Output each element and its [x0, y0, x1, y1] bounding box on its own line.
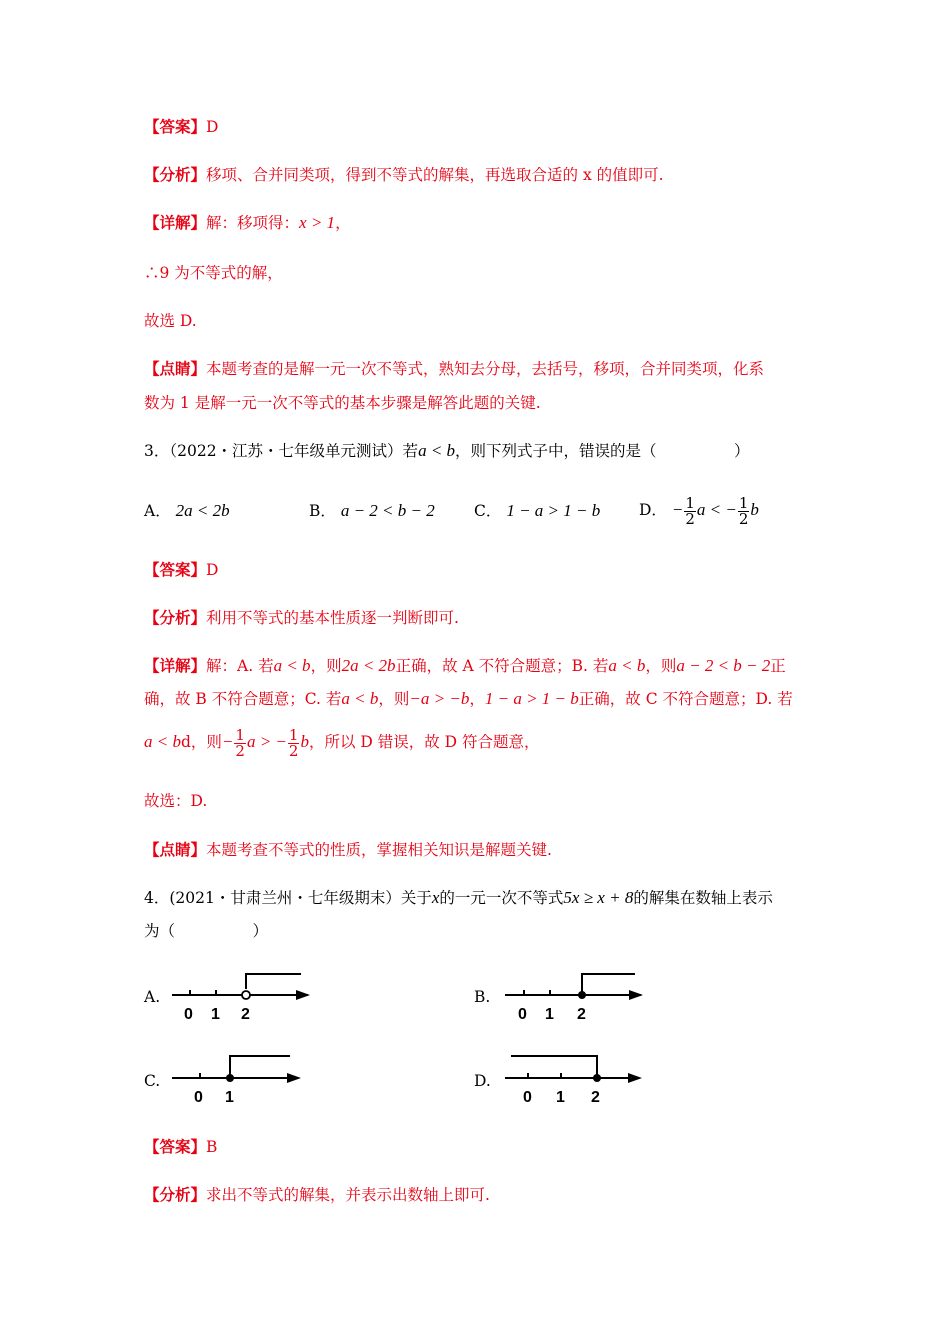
- analysis-text: 移项、合并同类项，得到不等式的解集，再选取合适的 x 的值即可.: [206, 166, 664, 184]
- tick-label: 0: [518, 1006, 527, 1023]
- answer-value: D: [206, 118, 219, 136]
- option-math: 2a < 2b: [175, 501, 230, 520]
- q4-stem-suffix: 的解集在数轴上表示: [633, 889, 773, 907]
- detail-text: ，则: [310, 657, 342, 675]
- detail-math: 2a < 2b: [341, 656, 396, 675]
- q2-comment-line-2: 数为 1 是解一元一次不等式的基本步骤是解答此题的关键.: [144, 394, 541, 412]
- closed-endpoint: [578, 991, 586, 999]
- q4-option-b-label: B.: [474, 988, 491, 1006]
- q3-detail-line-1: [144, 655, 786, 677]
- q3-analysis-line: [144, 607, 459, 629]
- q3-stem-prefix: 3．（2022・江苏・七年级单元测试）若: [144, 442, 419, 460]
- option-label: B．: [309, 502, 336, 520]
- analysis-text: 求出不等式的解集，并表示出数轴上即可.: [206, 1186, 490, 1204]
- axis-arrow-icon: [287, 1073, 301, 1083]
- detail-text: 正确，故 A 不符合题意；B. 若: [395, 657, 609, 675]
- fraction-denominator: 2: [235, 741, 245, 760]
- comment-tag: 【点睛】: [144, 359, 207, 378]
- detail-math: −a > −b: [409, 689, 470, 708]
- q4-answer-line: [144, 1136, 217, 1158]
- detail-math: x > 1: [299, 213, 336, 232]
- fraction-denominator: 2: [738, 509, 749, 528]
- tick-label: 2: [577, 1006, 586, 1023]
- option-math-end: b: [750, 500, 759, 519]
- fraction-numerator: 1: [235, 725, 245, 744]
- option-label: A．: [144, 502, 171, 520]
- detail-math: a < b: [608, 656, 646, 675]
- tick-label: 0: [184, 1006, 193, 1023]
- closed-endpoint: [593, 1074, 601, 1082]
- detail-text: 确，故 B 不符合题意；C. 若: [144, 690, 342, 708]
- detail-math: a − 2 < b − 2: [676, 656, 771, 675]
- q3-choose-line: 故选：D.: [144, 792, 208, 810]
- fraction: [288, 725, 300, 760]
- detail-math: 1 − a > 1 − b: [484, 689, 579, 708]
- option-label: C．: [474, 502, 502, 520]
- q4-stem-mid: 的一元一次不等式: [439, 889, 564, 907]
- solution-bracket: [511, 1056, 597, 1078]
- comment-text: 本题考查不等式的性质，掌握相关知识是解题关键.: [206, 841, 552, 859]
- axis-arrow-icon: [628, 1073, 642, 1083]
- q2-analysis-line: [144, 164, 664, 186]
- comment-tag: 【点睛】: [144, 840, 207, 859]
- fraction-numerator: 1: [288, 725, 299, 744]
- detail-math: −: [221, 732, 234, 751]
- q3-option-d: [639, 488, 759, 532]
- closed-endpoint: [226, 1074, 234, 1082]
- analysis-tag: 【分析】: [144, 608, 207, 627]
- fraction: [738, 493, 750, 528]
- q4-stem-var: x: [431, 888, 440, 907]
- detail-tag: 【详解】: [144, 656, 207, 675]
- q3-stem: [144, 440, 750, 462]
- answer-value: D: [206, 561, 219, 579]
- answer-tag: 【答案】: [144, 560, 207, 579]
- detail-text: d，则: [180, 733, 222, 751]
- open-endpoint: [242, 991, 250, 999]
- q3-option-c: [474, 500, 600, 522]
- tick-label: 1: [225, 1089, 234, 1106]
- option-math-mid: a < −: [696, 500, 737, 519]
- q4-option-c-number-line: [170, 1052, 320, 1108]
- detail-text: ，则: [378, 690, 410, 708]
- detail-math: b: [300, 732, 309, 751]
- solution-bracket: [582, 974, 635, 995]
- option-label: D．: [639, 501, 667, 519]
- axis-arrow-icon: [629, 990, 643, 1000]
- solution-bracket: [246, 974, 301, 989]
- q4-option-d-number-line: [503, 1052, 653, 1108]
- detail-text: 解：移项得：: [206, 214, 300, 232]
- analysis-tag: 【分析】: [144, 1185, 207, 1204]
- detail-math: a < b: [273, 656, 311, 675]
- q3-stem-math: a < b: [418, 441, 456, 460]
- q4-option-a-label: A.: [144, 988, 161, 1006]
- analysis-text: 利用不等式的基本性质逐一判断即可.: [206, 609, 459, 627]
- tick-label: 0: [523, 1089, 532, 1106]
- detail-text: ，则: [645, 657, 677, 675]
- detail-math: a < b: [144, 732, 181, 751]
- comment-text-1: 本题考查的是解一元一次不等式，熟知去分母，去括号，移项，合并同类项，化系: [206, 360, 765, 378]
- detail-text: 解：A. 若: [206, 657, 274, 675]
- q4-stem-prefix: 4．(2021・甘肃兰州・七年级期末）关于: [144, 889, 432, 907]
- fraction: [684, 493, 696, 528]
- fraction-numerator: 1: [685, 493, 695, 512]
- q4-option-c-label: C.: [144, 1072, 161, 1090]
- q2-comment-line-1: [144, 358, 764, 380]
- q3-stem-suffix: ，则下列式子中，错误的是（ ）: [455, 442, 750, 460]
- option-math: a − 2 < b − 2: [340, 501, 435, 520]
- detail-suffix: ，: [335, 214, 351, 232]
- detail-tag: 【详解】: [144, 213, 207, 232]
- q2-answer-line: [144, 116, 218, 138]
- q3-detail-line-3: [144, 720, 540, 764]
- option-math: 1 − a > 1 − b: [506, 501, 601, 520]
- q2-detail-line: [144, 212, 351, 234]
- answer-tag: 【答案】: [144, 1137, 207, 1156]
- option-math-pre: −: [671, 500, 684, 519]
- q4-option-a-number-line: [170, 968, 320, 1024]
- tick-label: 2: [591, 1089, 600, 1106]
- fraction: [234, 725, 246, 760]
- q3-detail-line-2: [144, 688, 793, 710]
- q4-stem-line-2: 为（ ）: [144, 922, 269, 940]
- q2-choose-line: 故选 D.: [144, 312, 197, 330]
- detail-text: 正确，故 C 不符合题意；D. 若: [578, 690, 793, 708]
- tick-label: 1: [211, 1006, 220, 1023]
- solution-bracket: [230, 1056, 290, 1078]
- fraction-denominator: 2: [685, 509, 695, 528]
- q3-answer-line: [144, 559, 218, 581]
- detail-text: 正: [770, 657, 786, 675]
- axis-arrow-icon: [296, 990, 310, 1000]
- q4-analysis-line: [144, 1184, 490, 1206]
- detail-text: ，所以 D 错误，故 D 符合题意，: [308, 733, 540, 751]
- q3-comment-line: [144, 839, 552, 861]
- analysis-tag: 【分析】: [144, 165, 207, 184]
- tick-label: 1: [556, 1089, 565, 1106]
- q3-option-a: [144, 500, 230, 522]
- answer-value: B: [206, 1138, 218, 1156]
- detail-math: a < b: [341, 689, 379, 708]
- q3-option-b: [309, 500, 435, 522]
- fraction-denominator: 2: [288, 741, 299, 760]
- tick-label: 1: [545, 1006, 554, 1023]
- q4-stem-line-1: [144, 887, 773, 909]
- tick-label: 0: [194, 1089, 203, 1106]
- q2-therefore-line: ∴9 为不等式的解，: [144, 264, 283, 282]
- fraction-numerator: 1: [738, 493, 749, 512]
- detail-text: ，: [469, 690, 485, 708]
- q4-option-b-number-line: [503, 968, 653, 1024]
- q4-option-d-label: D.: [474, 1072, 491, 1090]
- answer-tag: 【答案】: [144, 117, 207, 136]
- detail-math: a > −: [246, 732, 287, 751]
- tick-label: 2: [241, 1006, 250, 1023]
- q4-stem-math: 5x ≥ x + 8: [563, 888, 634, 907]
